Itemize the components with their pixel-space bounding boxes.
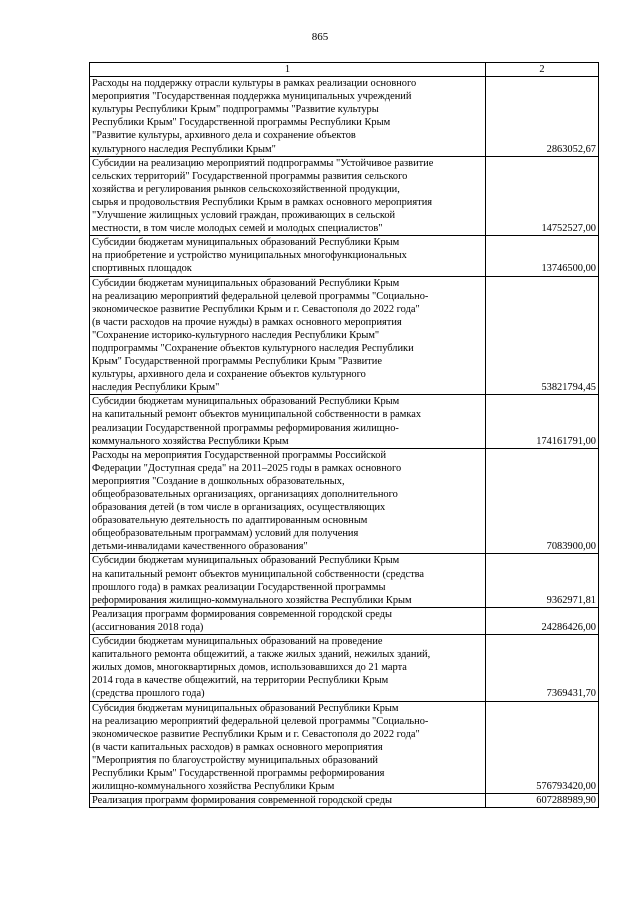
row-amount: 53821794,45 [486,276,599,395]
description-line: мероприятия "Создание в дошкольных образовательных, [92,475,345,487]
description-line: культурного наследия Республики Крым" [92,143,276,155]
row-description [90,395,486,448]
description-line: культуры Республики Крым" подпрограммы "Развитие культуры [92,104,379,116]
description-line: Республики Крым" Государственной программы реформирования [92,767,385,779]
description-line: (ассигнования 2018 года) [92,621,204,633]
row-description [90,701,486,794]
budget-table [89,62,599,808]
description-line: жилых домов, многоквартирных домов, использовавшихся до 21 марта [92,662,407,674]
description-line: жилищно-коммунального хозяйства Республики Крым [92,781,335,793]
row-description [90,156,486,236]
description-line: Реализация программ формирования современной городской среды [92,608,392,620]
table-row [90,448,599,554]
table-row [90,156,599,236]
table-header-row [90,63,599,77]
row-description [90,276,486,395]
description-line: сырья и продовольствия Республики Крым в рамках основного мероприятия [92,196,433,208]
description-line: (в части капитальных расходов) в рамках основного мероприятия [92,741,383,753]
description-line: реализации Государственной программы реформирования жилищно- [92,422,399,434]
row-amount: 7369431,70 [486,635,599,701]
description-line: на капитальный ремонт объектов муниципальной собственности (средства [92,568,425,580]
table-row [90,276,599,395]
row-amount: 24286426,00 [486,607,599,634]
row-amount: 576793420,00 [486,701,599,794]
row-description [90,554,486,607]
row-description [90,236,486,276]
description-line: прошлого года) в рамках реализации Государственной программы [92,581,386,593]
description-line: Расходы на мероприятия Государственной программы Российской [92,449,387,461]
page-number: 865 [311,31,329,43]
description-line: Субсидии бюджетам муниципальных образований Республики Крым [92,277,400,289]
description-line: Крым" Государственной программы Республики Крым "Развитие [92,356,382,368]
description-line: образовательную деятельность по адаптированным основным [92,515,368,527]
row-amount: 607288989,90 [486,794,599,808]
row-amount: 13746500,00 [486,236,599,276]
table-row [90,607,599,634]
table-row [90,701,599,794]
description-line: сельских территорий" Государственной программы развития сельского [92,170,408,182]
row-amount: 7083900,00 [486,448,599,554]
row-amount: 2863052,67 [486,77,599,157]
description-line: "Сохранение историко-культурного наследия Республики Крым" [92,329,380,341]
description-line: местности, в том числе молодых семей и молодых специалистов" [92,223,383,235]
description-line: на капитальный ремонт объектов муниципальной собственности в рамках [92,409,422,421]
table-row [90,794,599,808]
description-line: экономическое развитие Республики Крым и г. Севастополя до 2022 года" [92,728,420,740]
row-amount: 9362971,81 [486,554,599,607]
description-line: (средства прошлого года) [92,688,205,700]
description-line: культуры, архивного дела и сохранение объектов культурного [92,369,366,381]
description-line: реформирования жилищно-коммунального хозяйства Республики Крым [92,594,412,606]
column-header-2: 2 [486,63,599,77]
description-line: Субсидии на реализацию мероприятий подпрограммы "Устойчивое развитие [92,157,434,169]
column-header-1: 1 [90,63,486,77]
table-row [90,395,599,448]
row-description [90,77,486,157]
row-description [90,448,486,554]
description-line: экономическое развитие Республики Крым и г. Севастополя до 2022 года" [92,303,420,315]
table-row [90,77,599,157]
description-line: на реализацию мероприятий федеральной целевой программы "Социально- [92,715,429,727]
description-line: образования детей (в том числе в организациях, осуществляющих [92,502,386,514]
description-line: капитального ремонта общежитий, а также жилых зданий, нежилых зданий, [92,649,431,661]
description-line: 2014 года в качестве общежитий, на территории Республики Крым [92,675,389,687]
description-line: подпрограммы "Сохранение объектов культурного наследия Республики [92,342,414,354]
description-line: на приобретение и устройство муниципальных многофункциональных [92,250,407,262]
description-line: (в части расходов на прочие нужды) в рамках основного мероприятия [92,316,402,328]
description-line: Субсидии бюджетам муниципальных образований на проведение [92,636,383,648]
description-line: Федерации "Доступная среда" на 2011–2025 годы в рамках основного [92,462,402,474]
row-description [90,794,486,808]
description-line: Субсидии бюджетам муниципальных образований Республики Крым [92,396,400,408]
description-line: на реализацию мероприятий федеральной целевой программы "Социально- [92,290,429,302]
description-line: Субсидия бюджетам муниципальных образований Республики Крым [92,702,399,714]
row-description [90,607,486,634]
row-amount: 14752527,00 [486,156,599,236]
description-line: "Развитие культуры, архивного дела и сохранение объектов [92,130,356,142]
description-line: Субсидии бюджетам муниципальных образований Республики Крым [92,237,400,249]
description-line: "Мероприятия по благоустройству муниципальных образований [92,754,378,766]
table-row [90,635,599,701]
row-amount: 174161791,00 [486,395,599,448]
description-line: Реализация программ формирования современной городской среды [92,795,392,807]
description-line: общеобразовательных организациях, организациях дополнительного [92,489,398,500]
description-line: наследия Республики Крым" [92,382,220,394]
description-line: "Улучшение жилищных условий граждан, проживающих в сельской [92,210,396,222]
description-line: коммунального хозяйства Республики Крым [92,435,289,447]
description-line: спортивных площадок [92,263,192,275]
row-description [90,635,486,701]
table-row [90,554,599,607]
description-line: детьми-инвалидами качественного образования" [92,541,308,553]
description-line: общеобразовательным программам) условий для получения [92,528,359,540]
description-line: Субсидии бюджетам муниципальных образований Республики Крым [92,555,400,567]
description-line: Республики Крым" Государственной программы Республики Крым [92,117,391,129]
description-line: Расходы на поддержку отрасли культуры в рамках реализации основного [92,78,417,90]
table-row [90,236,599,276]
description-line: мероприятия "Государственная поддержка муниципальных учреждений [92,91,412,103]
table-body [90,77,599,808]
description-line: хозяйства и регулирования рынков сельскохозяйственной продукции, [92,183,400,195]
